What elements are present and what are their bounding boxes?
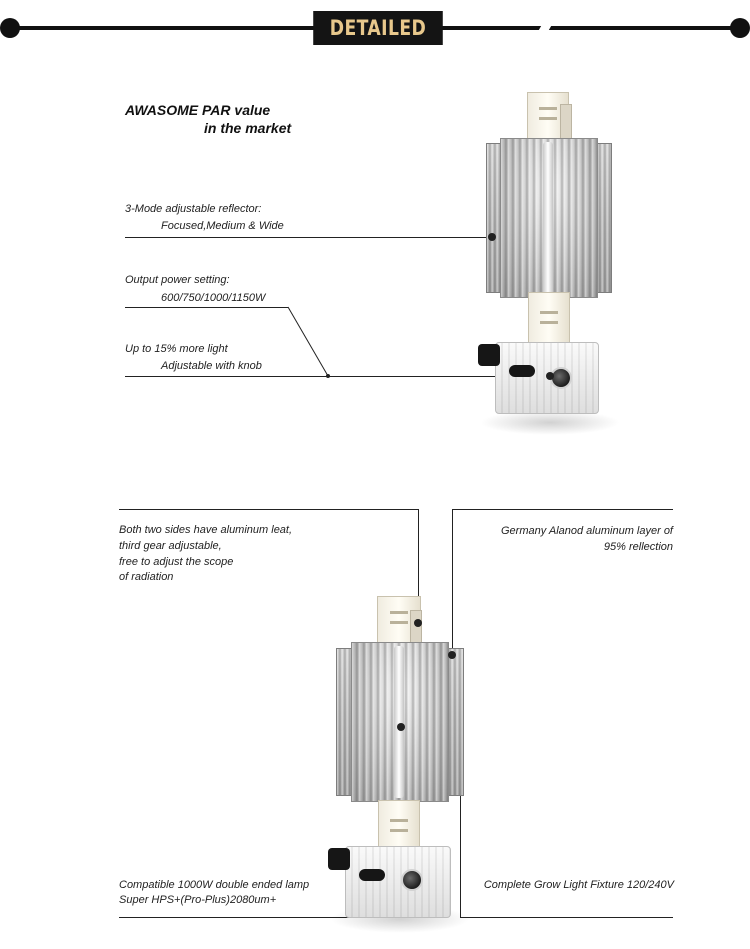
sides-line-1: Both two sides have aluminum leat, [119,524,293,536]
power-leader-line-h [125,307,288,308]
header-left-dot [0,18,20,38]
sides-leader-top [119,509,418,510]
sides-line-4: of radiation [119,571,174,583]
power-cable [478,344,500,366]
reflector-leader-line [125,237,492,238]
alanod-line-1: Germany Alanod aluminum layer of [500,525,673,537]
power-leader-line-diag [287,306,332,378]
cable-connector [359,869,385,881]
lamp-line-2: Super HPS+(Pro-Plus)2080um+ [119,894,277,906]
lamp-tube [394,646,404,798]
reflector-modes: Focused,Medium & Wide [161,220,284,232]
lamp-socket-bottom [378,800,420,850]
alanod-leader-down [452,509,453,655]
power-cable [328,848,350,870]
sides-line-3: free to adjust the scope [119,556,234,568]
sides-line-2: third gear adjustable, [119,540,222,552]
lamp-tube [543,142,553,294]
fixture-voltage-text: Complete Grow Light Fixture 120/240V [483,879,674,891]
socket-arm [410,610,422,646]
power-knob [550,367,572,389]
light-title: Up to 15% more light [125,343,228,355]
par-headline-line2: in the market [204,120,292,136]
light-leader-line [125,376,550,377]
reflector-wing-right [596,143,612,293]
par-headline-line1: AWASOME PAR value [125,102,271,118]
power-values: 600/750/1000/1150W [161,292,266,304]
socket-arm [560,104,572,142]
alanod-line-2: 95% rellection [603,541,673,553]
lamp-line-1: Compatible 1000W double ended lamp [119,879,310,891]
power-knob [401,869,423,891]
ballast-box [345,846,451,918]
cable-connector [509,365,535,377]
lamp-socket-bottom [528,292,570,344]
ballast-box [495,342,599,414]
light-detail: Adjustable with knob [161,360,262,372]
header-right-dot [730,18,750,38]
power-title: Output power setting: [125,274,230,286]
detailed-badge: DETAILED [313,11,443,45]
alanod-leader-top [452,509,673,510]
reflector-title: 3-Mode adjustable reflector: [125,203,262,215]
fixture-leader-bottom [460,917,673,918]
